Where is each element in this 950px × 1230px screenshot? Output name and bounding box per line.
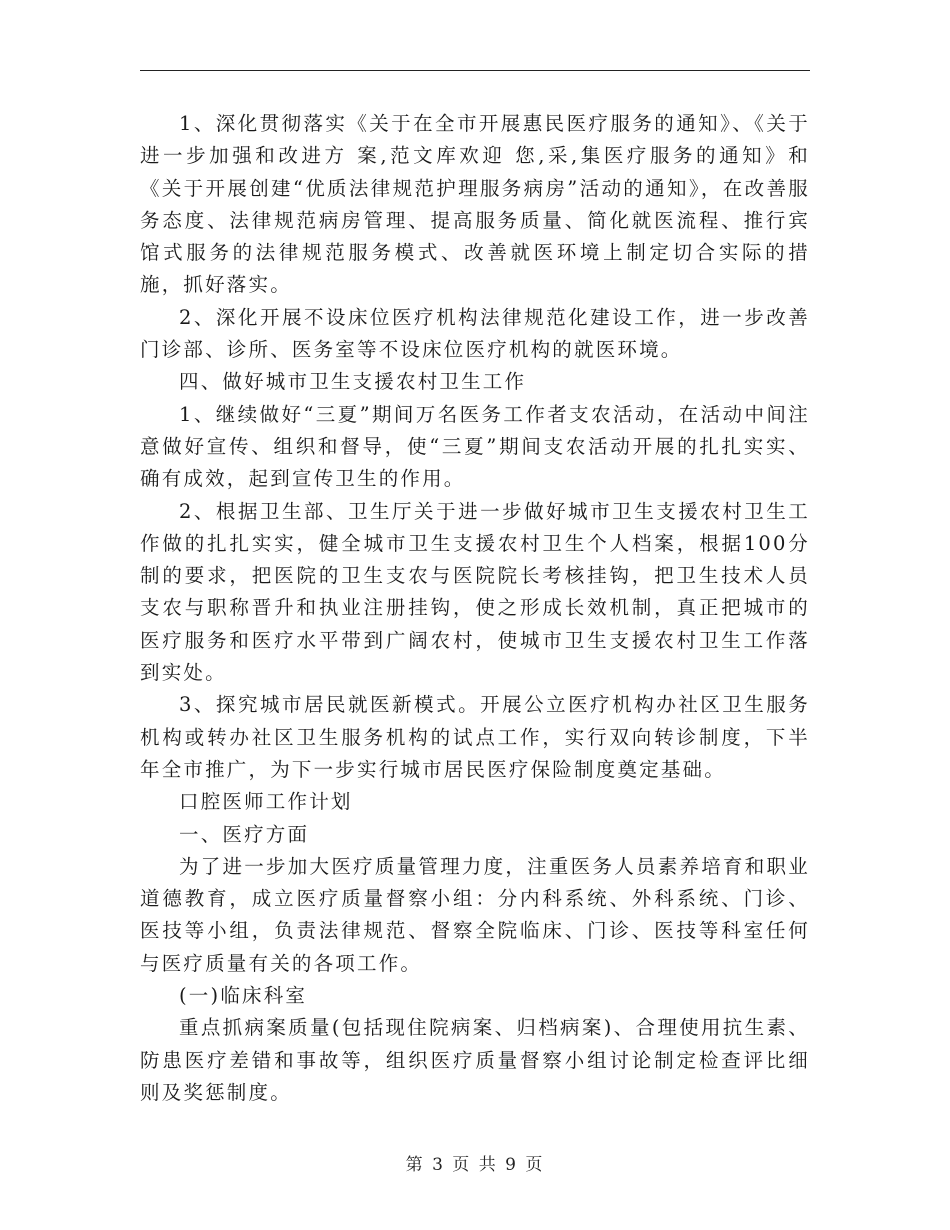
paragraph: 为了进一步加大医疗质量管理力度，注重医务人员素养培育和职业道德教育，成立医疗质量督察小组：分内科系统、外科系统、门诊、医技等小组，负责法律规范、督察全院临床、门诊、医技等科室任何与医疗质量有关的各项工作。 xyxy=(140,854,810,975)
paragraph: 3、探究城市居民就医新模式。开展公立医疗机构办社区卫生服务机构或转办社区卫生服务机构的试点工作，实行双向转诊制度，下半年全市推广，为下一步实行城市居民医疗保险制度奠定基础。 xyxy=(140,693,810,781)
paragraph: 2、根据卫生部、卫生厅关于进一步做好城市卫生支援农村卫生工作做的扎扎实实，健全城市卫生支援农村卫生个人档案，根据100分制的要求，把医院的卫生支农与医院院长考核挂钩，把卫生技术人员支农与职称晋升和执业注册挂钩，使之形成长效机制，真正把城市的医疗服务和医疗水平带到广阔农村，使城市卫生支援农村卫生工作落到实处。 xyxy=(140,499,810,685)
document-body xyxy=(140,108,810,1109)
paragraph: 1、继续做好“三夏”期间万名医务工作者支农活动，在活动中间注意做好宣传、组织和督导，使“三夏”期间支农活动开展的扎扎实实、确有成效，起到宣传卫生的作用。 xyxy=(140,402,810,491)
paragraph: 2、深化开展不设床位医疗机构法律规范化建设工作，进一步改善门诊部、诊所、医务室等不设床位医疗机构的就医环境。 xyxy=(140,305,810,362)
page-number-label: 第 3 页 共 9 页 xyxy=(405,1155,545,1175)
paragraph: 1、深化贯彻落实《关于在全市开展惠民医疗服务的通知》、《关于进一步加强和改进方 案,范文库欢迎 您,采,集医疗服务的通知》和《关于开展创建“优质法律规范护理服务病房”活动的通知》，在改善服务态度、法律规范病房管理、提高服务质量、简化就医流程、推行宾馆式服务的法律规范服务模式、改善就医环境上制定切合实际的措施，抓好落实。 xyxy=(140,112,810,297)
section-heading: 一、医疗方面 xyxy=(179,822,310,846)
section-heading: 四、做好城市卫生支援农村卫生工作 xyxy=(179,370,527,394)
paragraph: 重点抓病案质量(包括现住院病案、归档病案)、合理使用抗生素、防患医疗差错和事故等，组织医疗质量督察小组讨论制定检查评比细则及奖惩制度。 xyxy=(140,1016,810,1104)
document-title: 口腔医师工作计划 xyxy=(179,790,353,814)
page-number-footer xyxy=(0,1150,950,1175)
header-rule xyxy=(140,70,810,71)
subsection-heading: (一)临床科室 xyxy=(179,984,308,1008)
